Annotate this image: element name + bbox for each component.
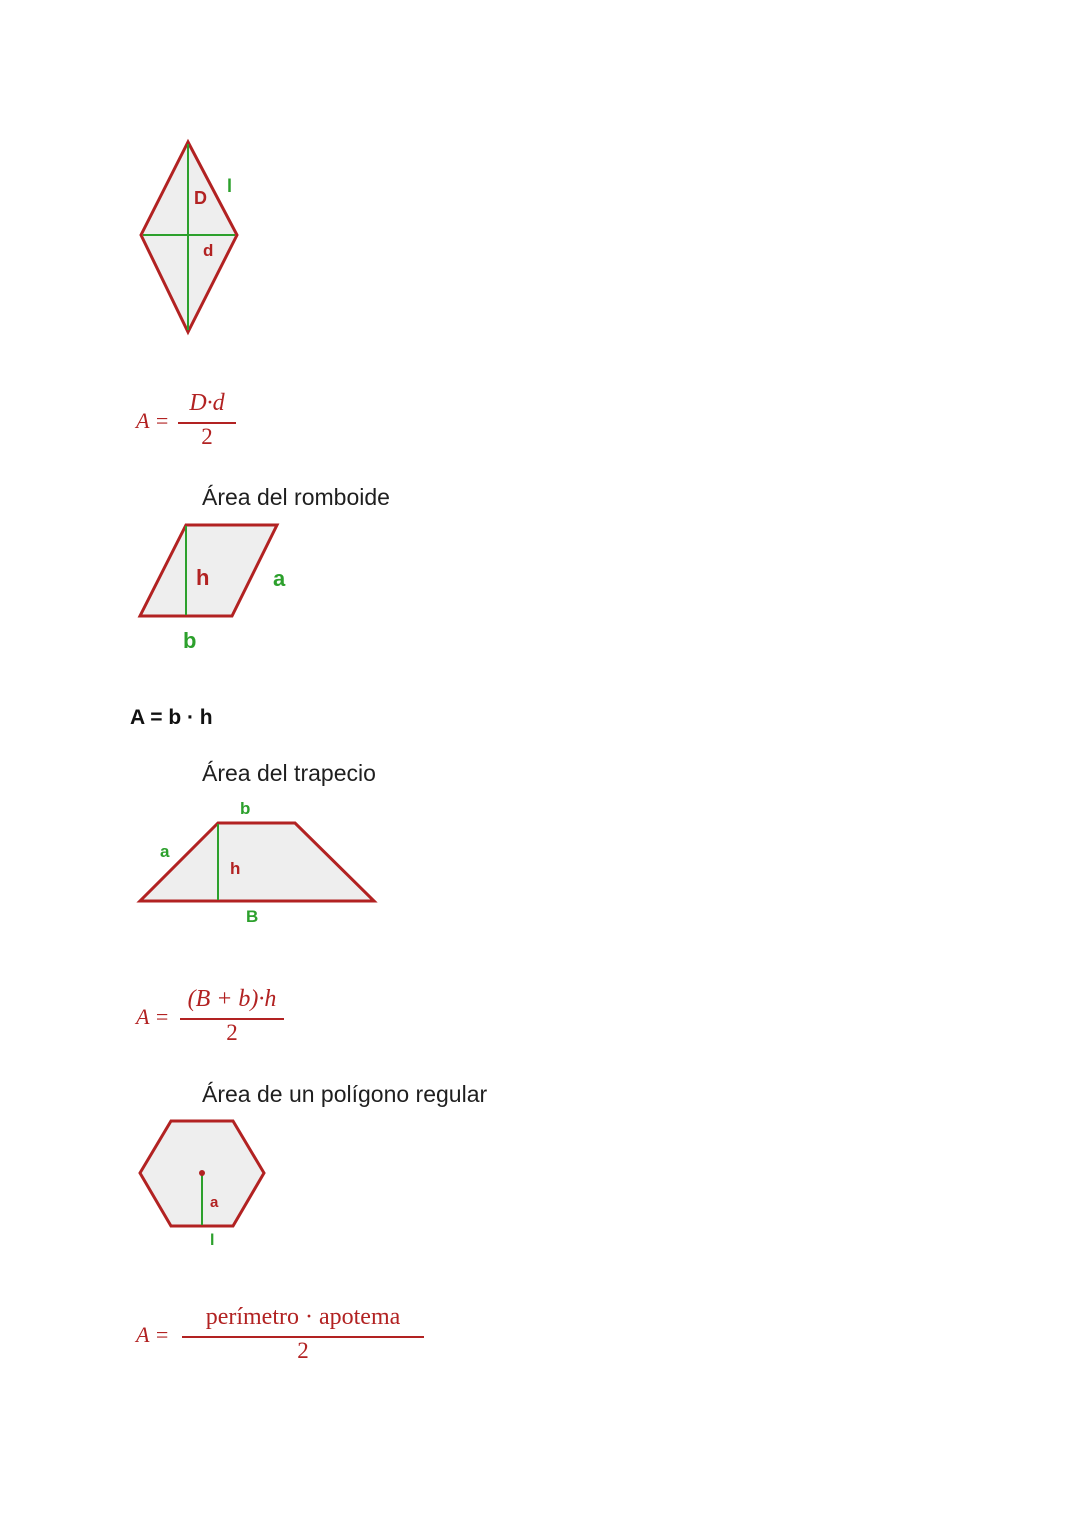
formula-lhs: A = [136, 1322, 170, 1347]
formula-lhs: A = [136, 1004, 170, 1029]
trapecio-label-b: b [240, 799, 251, 818]
trapecio-label-h: h [230, 859, 241, 878]
rhombus-label-l: l [227, 176, 233, 196]
poligono-label-a: a [210, 1194, 219, 1211]
formula-numerator: perímetro · apotema [205, 1304, 401, 1330]
romboide-formula: A = b · h [130, 706, 213, 729]
hexagon-center-dot [199, 1170, 205, 1176]
romboide-label-h: h [196, 565, 210, 590]
rhombus-formula [136, 390, 256, 450]
formula-numerator: D·d [189, 390, 225, 416]
rhombus-figure [130, 130, 270, 350]
rhombus-label-d: d [203, 241, 214, 260]
formula-numerator: (B + b)·h [187, 986, 277, 1012]
trapecio-figure [130, 795, 390, 935]
romboide-figure [130, 515, 310, 655]
trapecio-heading: Área del trapecio [202, 760, 376, 786]
romboide-label-a: a [273, 566, 286, 591]
poligono-figure [130, 1110, 280, 1250]
romboide-heading: Área del romboide [202, 484, 390, 510]
rhombus-label-D: D [194, 188, 207, 208]
trapecio-label-B: B [246, 907, 259, 926]
trapecio-formula [136, 986, 306, 1050]
romboide-label-b: b [183, 628, 197, 653]
formula-denominator: 2 [226, 1020, 238, 1045]
trapecio-shape [140, 823, 374, 901]
formula-denominator: 2 [201, 424, 213, 449]
poligono-formula [136, 1304, 436, 1368]
formula-denominator: 2 [297, 1338, 309, 1363]
poligono-label-l: l [210, 1232, 215, 1249]
formula-lhs: A = [136, 408, 170, 433]
trapecio-label-a: a [160, 842, 170, 861]
poligono-heading: Área de un polígono regular [202, 1081, 488, 1107]
